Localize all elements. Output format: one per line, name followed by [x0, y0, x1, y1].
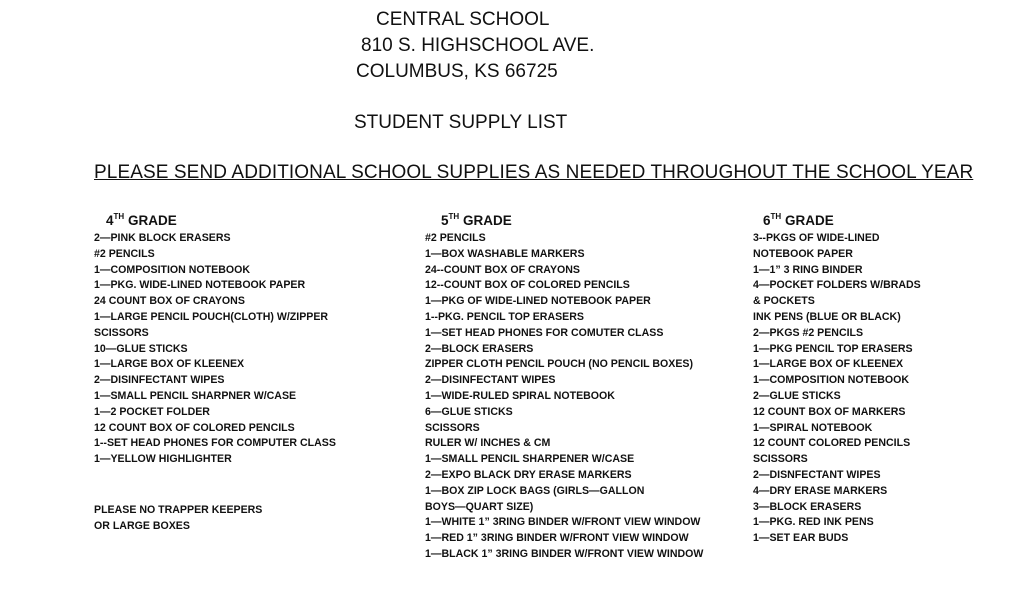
- supply-item: NOTEBOOK PAPER: [753, 247, 853, 260]
- note-line-2: OR LARGE BOXES: [94, 519, 190, 532]
- supply-item: 2—EXPO BLACK DRY ERASE MARKERS: [425, 468, 632, 481]
- grade-5-heading: [441, 213, 703, 228]
- supply-item: INK PENS (BLUE OR BLACK): [753, 310, 901, 323]
- school-address: 810 S. HIGHSCHOOL AVE.: [361, 35, 595, 56]
- supply-item: 12 COUNT BOX OF MARKERS: [753, 405, 906, 418]
- supply-item: 2—PKGS #2 PENCILS: [753, 326, 864, 339]
- school-city: COLUMBUS, KS 66725: [356, 61, 558, 82]
- supply-item: 2—DISINFECTANT WIPES: [94, 374, 225, 387]
- supply-item: 12 COUNT COLORED PENCILS: [753, 437, 911, 450]
- grade-6-label: GRADE: [784, 213, 834, 228]
- supply-item: 2—GLUE STICKS: [753, 389, 841, 402]
- grade-5-label: GRADE: [462, 213, 512, 228]
- supply-item: 1—SMALL PENCIL SHARPNER W/CASE: [94, 389, 297, 402]
- grade-6-list: [753, 231, 921, 547]
- supply-item: 1—WIDE-RULED SPIRAL NOTEBOOK: [425, 389, 615, 402]
- supply-item: 1—RED 1” 3RING BINDER W/FRONT VIEW WINDOW: [425, 532, 689, 545]
- grade-6-heading: [763, 213, 921, 228]
- supply-item: 6—GLUE STICKS: [425, 405, 513, 418]
- supply-item: 1--SET HEAD PHONES FOR COMPUTER CLASS: [94, 437, 336, 450]
- supply-item: 1—YELLOW HIGHLIGHTER: [94, 453, 232, 466]
- grade-5-suffix: TH: [448, 212, 460, 221]
- supply-item: 1—1” 3 RING BINDER: [753, 263, 863, 276]
- list-title: STUDENT SUPPLY LIST: [354, 112, 568, 133]
- supply-item: 1—PKG. WIDE-LINED NOTEBOOK PAPER: [94, 279, 306, 292]
- supply-item: 1—BOX ZIP LOCK BAGS (GIRLS—GALLON: [425, 484, 645, 497]
- supply-item: 1—LARGE BOX OF KLEENEX: [94, 358, 245, 371]
- supply-item: & POCKETS: [753, 295, 815, 308]
- supply-item: ZIPPER CLOTH PENCIL POUCH (NO PENCIL BOXES): [425, 358, 694, 371]
- supply-item: 24--COUNT BOX OF CRAYONS: [425, 263, 581, 276]
- grade-5-column: [425, 213, 703, 563]
- supply-item: 1—SET EAR BUDS: [753, 532, 849, 545]
- supply-item: 3--PKGS OF WIDE-LINED: [753, 232, 880, 244]
- supply-item: 2—DISINFECTANT WIPES: [425, 374, 556, 387]
- grade-4-heading: [106, 213, 336, 228]
- supply-item: 1—PKG PENCIL TOP ERASERS: [753, 342, 913, 355]
- supply-item: 1--PKG. PENCIL TOP ERASERS: [425, 310, 584, 323]
- supply-item: #2 PENCILS: [425, 232, 486, 244]
- supply-item: 1—WHITE 1” 3RING BINDER W/FRONT VIEW WINDOW: [425, 516, 701, 529]
- supply-item: 24 COUNT BOX OF CRAYONS: [94, 295, 245, 308]
- supply-item: 1—SMALL PENCIL SHARPENER W/CASE: [425, 453, 635, 466]
- supply-item: 4—POCKET FOLDERS W/BRADS: [753, 279, 921, 292]
- supply-item: 10—GLUE STICKS: [94, 342, 188, 355]
- supply-item: 1—SPIRAL NOTEBOOK: [753, 421, 873, 434]
- grade-4-note: [94, 503, 262, 535]
- supply-item: 3—BLOCK ERASERS: [753, 500, 862, 513]
- grade-5-list: [425, 231, 703, 563]
- supply-item: 2—BLOCK ERASERS: [425, 342, 534, 355]
- grade-4-label: GRADE: [127, 213, 177, 228]
- note-line-1: PLEASE NO TRAPPER KEEPERS: [94, 504, 263, 516]
- supply-item: 1—PKG. RED INK PENS: [753, 516, 874, 529]
- supply-item: 1—LARGE PENCIL POUCH(CLOTH) W/ZIPPER: [94, 310, 329, 323]
- supply-item: 12 COUNT BOX OF COLORED PENCILS: [94, 421, 295, 434]
- supply-item: 1—2 POCKET FOLDER: [94, 405, 210, 418]
- school-name: CENTRAL SCHOOL: [376, 9, 550, 30]
- supply-item: 1—PKG OF WIDE-LINED NOTEBOOK PAPER: [425, 295, 651, 308]
- supply-item: RULER W/ INCHES & CM: [425, 437, 551, 450]
- grade-6-number: 6: [763, 213, 771, 228]
- supply-item: SCISSORS: [753, 453, 808, 466]
- supply-item: 1—LARGE BOX OF KLEENEX: [753, 358, 904, 371]
- supply-item: BOYS—QUART SIZE): [425, 500, 534, 513]
- supply-item: 12--COUNT BOX OF COLORED PENCILS: [425, 279, 630, 292]
- supply-item: 1—BLACK 1” 3RING BINDER W/FRONT VIEW WINDOW: [425, 547, 704, 560]
- supply-item: 1—SET HEAD PHONES FOR COMUTER CLASS: [425, 326, 664, 339]
- grade-6-column: [753, 213, 921, 547]
- grade-4-number: 4: [106, 213, 114, 228]
- grade-4-list: [94, 231, 336, 468]
- supply-item: 1—COMPOSITION NOTEBOOK: [94, 263, 250, 276]
- grade-6-suffix: TH: [770, 212, 782, 221]
- supply-item: 1—COMPOSITION NOTEBOOK: [753, 374, 909, 387]
- grade-4-suffix: TH: [113, 212, 125, 221]
- supply-item: SCISSORS: [425, 421, 480, 434]
- notice-banner: PLEASE SEND ADDITIONAL SCHOOL SUPPLIES AS NEEDED THROUGHOUT THE SCHOOL YEAR: [94, 162, 974, 183]
- grade-4-column: [94, 213, 336, 468]
- supply-item: 2—PINK BLOCK ERASERS: [94, 232, 231, 244]
- supply-item: 4—DRY ERASE MARKERS: [753, 484, 888, 497]
- supply-item: #2 PENCILS: [94, 247, 155, 260]
- supply-item: SCISSORS: [94, 326, 149, 339]
- grade-5-number: 5: [441, 213, 449, 228]
- supply-item: 1—BOX WASHABLE MARKERS: [425, 247, 585, 260]
- supply-item: 2—DISNFECTANT WIPES: [753, 468, 881, 481]
